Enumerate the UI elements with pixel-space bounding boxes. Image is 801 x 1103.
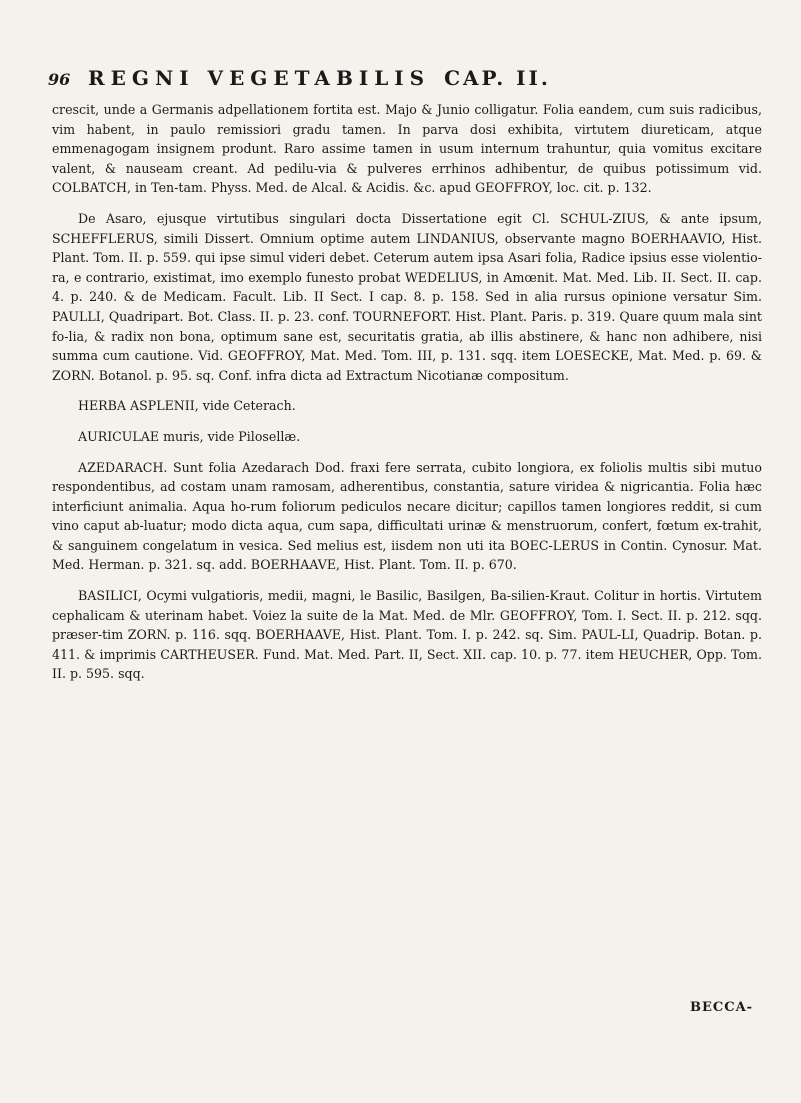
entry-azedarach: AZEDARACH. Sunt folia Azedarach Dod. fraxi fere serrata, cubito longiora, ex foliolis multis sibi mutuo respondentibus, ad costam unam ramosam, adherentibus, constantia, sature viridea & nigricantia. Folia hæc interficiunt animalia. Aqua ho-rum foliorum pediculos necare dicitur; capillos tamen longiores reddit, si cum vino caput ab-luatur; modo dicta aqua, cum sapa, difficultati urinæ & menstruorum, confert, fœtum ex-trahit, & sanguinem congelatum in vesica. Sed melius est, iisdem non uti ita BOEC-LERUS in Contin. Cynosur. Mat. Med. Herman. p. 321. sq. add. BOERHAAVE, Hist. Plant. Tom. II. p. 670. — [52, 459, 762, 573]
entry-auriculae: AURICULAE muris, vide Pilosellæ. — [78, 428, 301, 444]
entry-basilici: BASILICI, Ocymi vulgatioris, medii, magni, le Basilic, Basilgen, Ba-silien-Kraut. Colitur in hortis. Virtutem cephalicam & uterinam habet. Voiez la suite de la Mat. Med. de Mlr. GEOFFROY, Tom. I. Sect. II. p. 212. sqq. præser-tim ZORN. p. 116. sqq. BOERHAAVE, Hist. Plant. Tom. I. p. 242. sq. Sim. PAUL-LI, Quadrip. Botan. p. 411. & imprimis CARTHEUSER. Fund. Mat. Med. Part. II, Sect. XII. cap. 10. p. 77. item HEUCHER, Opp. Tom. II. p. 595. sqq. — [52, 588, 762, 682]
running-header — [48, 66, 748, 90]
catchword: BECCA- — [690, 1000, 754, 1015]
paragraph-asarum-dissertation: De Asaro, ejusque virtutibus singulari docta Dissertatione egit Cl. SCHUL-ZIUS, & ante ipsum, SCHEFFLERUS, simili Dissert. Omnium optime autem LINDANIUS, observante magno BOERHAAVIO, Hist. Plant. Tom. II. p. 559. qui ipse simul videri debet. Ceterum autem ipsa Asari folia, Radice ipsius esse violentio-ra, e contrario, existimat, imo exemplo funesto probat WEDELIUS, in Amœnit. Mat. Med. Lib. II. Sect. II. cap. 4. p. 240. & de Medicam. Facult. Lib. II Sect. I cap. 8. p. 158. Sed in alia rursus opinione versatur Sim. PAULLI, Quadripart. Bot. Class. II. p. 23. conf. TOURNEFORT. Hist. Plant. Paris. p. 319. Quare quum mala sint fo-lia, & radix non bona, optimum sane est, securitatis gratia, ab illis abstinere, & hanc non adhibere, nisi summa cum cautione. Vid. GEOFFROY, Mat. Med. Tom. III, p. 131. sqq. item LOESECKE, Mat. Med. p. 69. & ZORN. Botanol. p. 95. sq. Conf. infra dicta ad Extractum Nicotianæ compositum. — [52, 210, 762, 383]
running-title: REGNI VEGETABILIS — [88, 66, 431, 90]
chapter-label: CAP. II. — [444, 66, 551, 90]
page-body — [52, 100, 762, 695]
paragraph-asarum-continued: crescit, unde a Germanis adpellationem fortita est. Majo & Junio colligatur. Folia eandem, cum suis radicibus, vim habent, in paulo remissiori gradu tamen. In parva dosi exhibita, virtutem diureticam, atque emmenagogam insignem produnt. Raro assime tamen in usum internum trahuntur, quia vomitus excitare valent, & nauseam creant. Ad pedilu-via & pulveres errhinos adhibentur, de quibus potissimum vid. COLBATCH, in Ten-tam. Physs. Med. de Alcal. & Acidis. &c. apud GEOFFROY, loc. cit. p. 132. — [52, 102, 762, 196]
page-number: 96 — [48, 70, 71, 89]
entry-asplenii: HERBA ASPLENII, vide Ceterach. — [78, 398, 296, 414]
